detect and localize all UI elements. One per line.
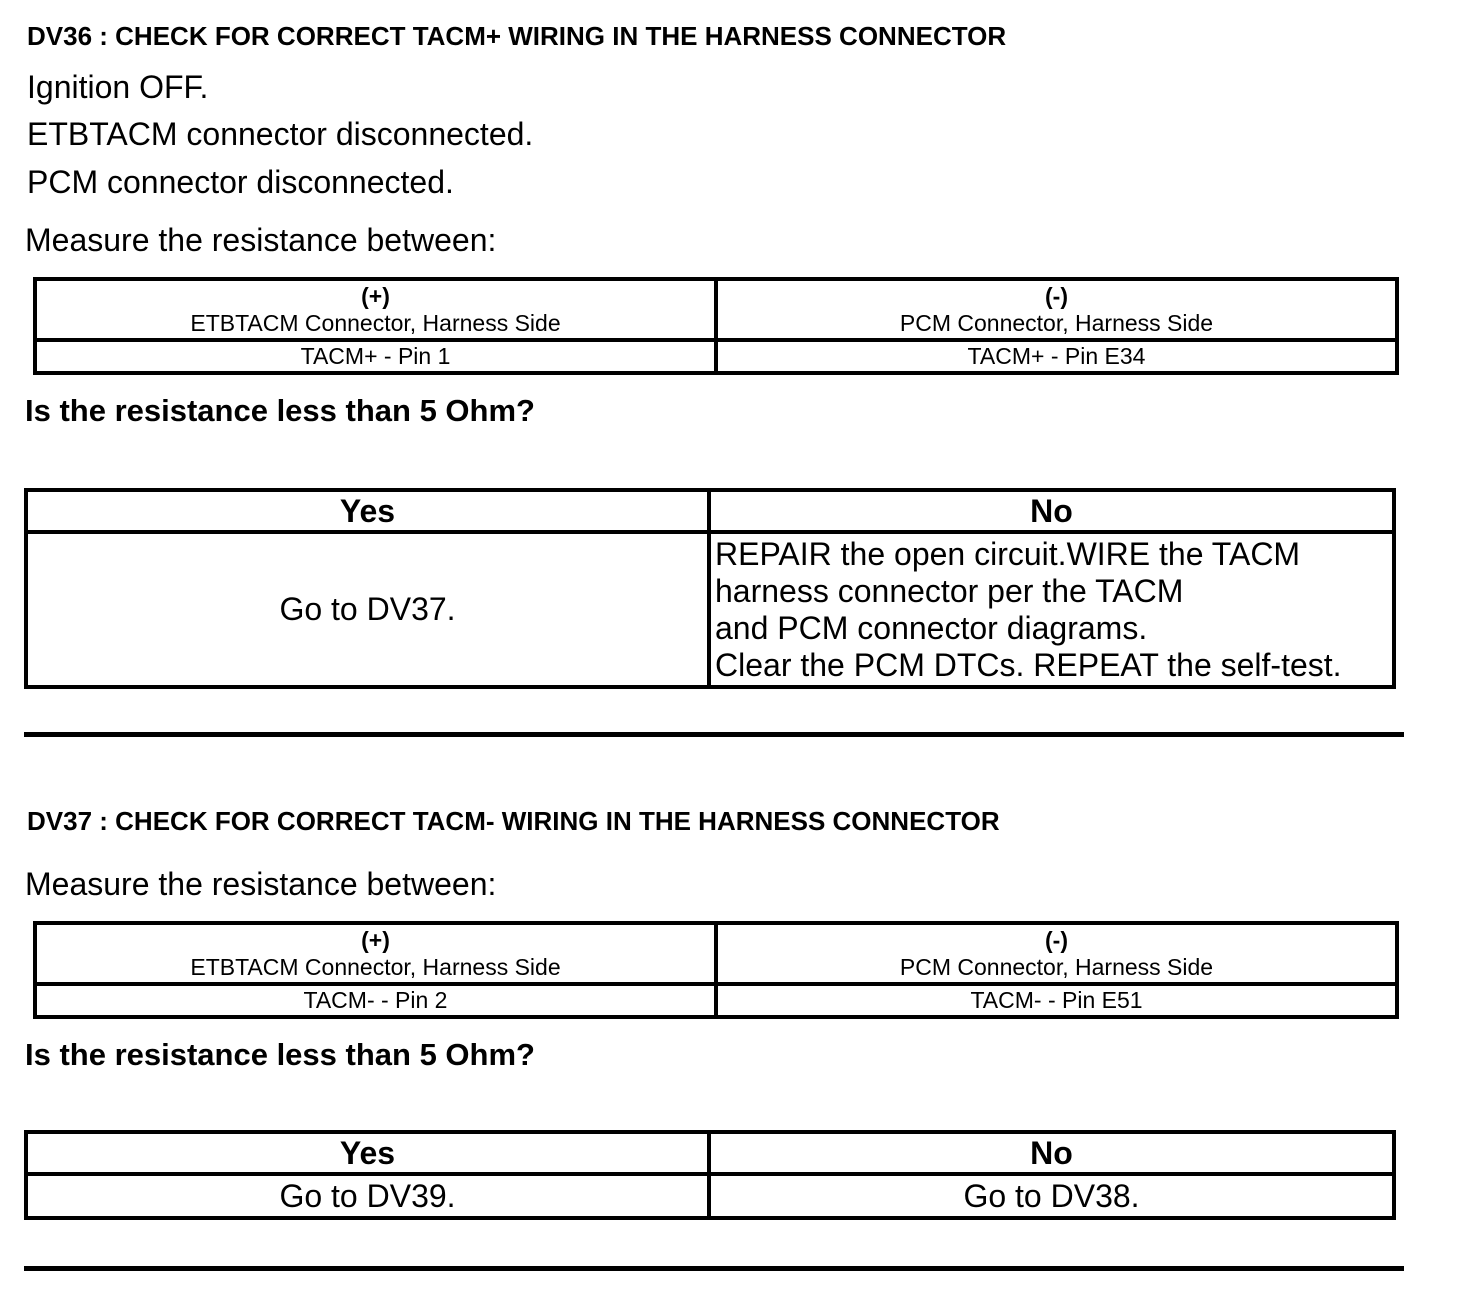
minus-pin-value: TACM+ - Pin E34 [716,340,1397,373]
dv36-question: Is the resistance less than 5 Ohm? [25,393,535,428]
dv37-heading: DV37 : CHECK FOR CORRECT TACM- WIRING IN THE HARNESS CONNECTOR [27,806,1000,836]
plus-pin-value: TACM- - Pin 2 [35,984,716,1017]
plus-sign: (+) [361,282,390,309]
minus-pin-value: TACM- - Pin E51 [716,984,1397,1017]
plus-sign: (+) [361,926,390,953]
plus-connector-label: ETBTACM Connector, Harness Side [190,953,561,980]
minus-sign: (-) [1045,926,1068,953]
minus-connector-label: PCM Connector, Harness Side [899,953,1214,980]
no-action-line: Clear the PCM DTCs. REPEAT the self-test. [715,646,1342,683]
dv36-measure-label: Measure the resistance between: [25,222,497,258]
dv37-measure-label: Measure the resistance between: [25,866,497,902]
yes-action: Go to DV39. [26,1174,709,1218]
dv36-heading: DV36 : CHECK FOR CORRECT TACM+ WIRING IN THE HARNESS CONNECTOR [27,21,1007,51]
dv36-result-table [24,488,1396,689]
no-header: No [709,490,1394,532]
measure-header-row [35,923,1397,984]
measure-value-row [35,984,1397,1017]
no-action-line: and PCM connector diagrams. [715,609,1148,646]
yes-header: Yes [26,1132,709,1174]
result-value-row [26,532,1394,687]
result-value-row [26,1174,1394,1218]
measure-header-plus [35,279,716,340]
no-action: Go to DV38. [709,1174,1394,1218]
minus-connector-label: PCM Connector, Harness Side [899,309,1214,336]
no-action [709,532,1394,687]
no-header: No [709,1132,1394,1174]
dv37-question: Is the resistance less than 5 Ohm? [25,1037,535,1072]
result-header-row [26,490,1394,532]
dv36-condition-etbtacm: ETBTACM connector disconnected. [27,116,534,152]
plus-connector-label: ETBTACM Connector, Harness Side [190,309,561,336]
minus-sign: (-) [1045,282,1068,309]
measure-value-row [35,340,1397,373]
dv37-measure-table [33,921,1399,1019]
measure-header-plus [35,923,716,984]
dv36-condition-ignition: Ignition OFF. [27,69,209,105]
measure-header-minus [716,279,1397,340]
yes-action: Go to DV37. [26,532,709,687]
dv36-measure-table [33,277,1399,375]
no-action-line: REPAIR the open circuit.WIRE the TACM [715,535,1301,572]
measure-header-row [35,279,1397,340]
section-divider [24,1266,1404,1271]
yes-header: Yes [26,490,709,532]
measure-header-minus [716,923,1397,984]
dv36-condition-pcm: PCM connector disconnected. [27,164,454,200]
no-action-line: harness connector per the TACM [715,572,1184,609]
result-header-row [26,1132,1394,1174]
dv37-result-table [24,1130,1396,1220]
section-divider [24,732,1404,737]
plus-pin-value: TACM+ - Pin 1 [35,340,716,373]
